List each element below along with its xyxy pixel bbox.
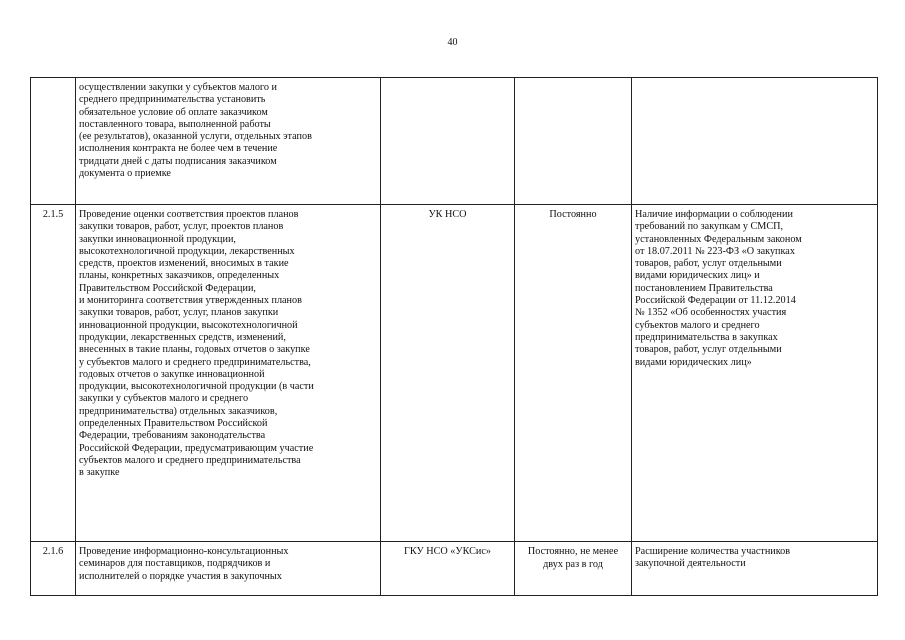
indicator-cell (632, 78, 878, 205)
table-row (31, 78, 878, 205)
table-row (31, 542, 878, 596)
action-cell: осуществлении закупки у субъектов малого и среднего предпринимательства установить обязательное условие об оплате заказчиком поставленного товара, выполненной работы (ее результатов), оказанной услуги, отдельных этапов исполнения контракта не более чем в течение тридцати дней с даты подписания заказчиком документа о приемке (76, 78, 381, 205)
indicator-cell: Наличие информации о соблюдении требований по закупкам у СМСП, установленных Федеральным законом от 18.07.2011 № 223-ФЗ «О закупках товаров, работ, услуг отдельными видами юридических лиц» и постановлением Правительства Российской Федерации от 11.12.2014 № 1352 «Об особенностях участия субъектов малого и среднего предпринимательства в закупках товаров, работ, услуг отдельными видами юридических лиц» (632, 205, 878, 542)
term-cell: Постоянно, не менее двух раз в год (515, 542, 632, 596)
term-cell: Постоянно (515, 205, 632, 542)
action-cell: Проведение оценки соответствия проектов планов закупки товаров, работ, услуг, проектов планов закупки инновационной продукции, высокотехнологичной продукции, лекарственных средств, проектов изменений, вносимых в такие планы, конкретных заказчиков, определенных Правительством Российской Федерации, и мониторинга соответствия утвержденных планов закупки товаров, работ, услуг, планов закупки инновационной продукции, высокотехнологичной продукции, лекарственных средств, изменений, внесенных в такие планы, годовых отчетов о закупке у субъектов малого и среднего предпринимательства, годовых отчетов о закупке инновационной продукции, высокотехнологичной продукции (в части закупки у субъектов малого и среднего предпринимательства) отдельных заказчиков, определенных Правительством Российской Федерации, требованиям законодательства Российской Федерации, предусматривающим участие субъектов малого и среднего предпринимательства в закупке (76, 205, 381, 542)
executor-cell: ГКУ НСО «УКСис» (381, 542, 515, 596)
action-cell: Проведение информационно-консультационных семинаров для поставщиков, подрядчиков и исполнителей о порядке участия в закупочных (76, 542, 381, 596)
term-cell (515, 78, 632, 205)
executor-cell (381, 78, 515, 205)
row-number-cell (31, 78, 76, 205)
executor-cell: УК НСО (381, 205, 515, 542)
page-number: 40 (447, 37, 458, 48)
measures-table (30, 77, 878, 596)
row-number-cell: 2.1.5 (31, 205, 76, 542)
row-number-cell: 2.1.6 (31, 542, 76, 596)
indicator-cell: Расширение количества участников закупочной деятельности (632, 542, 878, 596)
table-row (31, 205, 878, 542)
